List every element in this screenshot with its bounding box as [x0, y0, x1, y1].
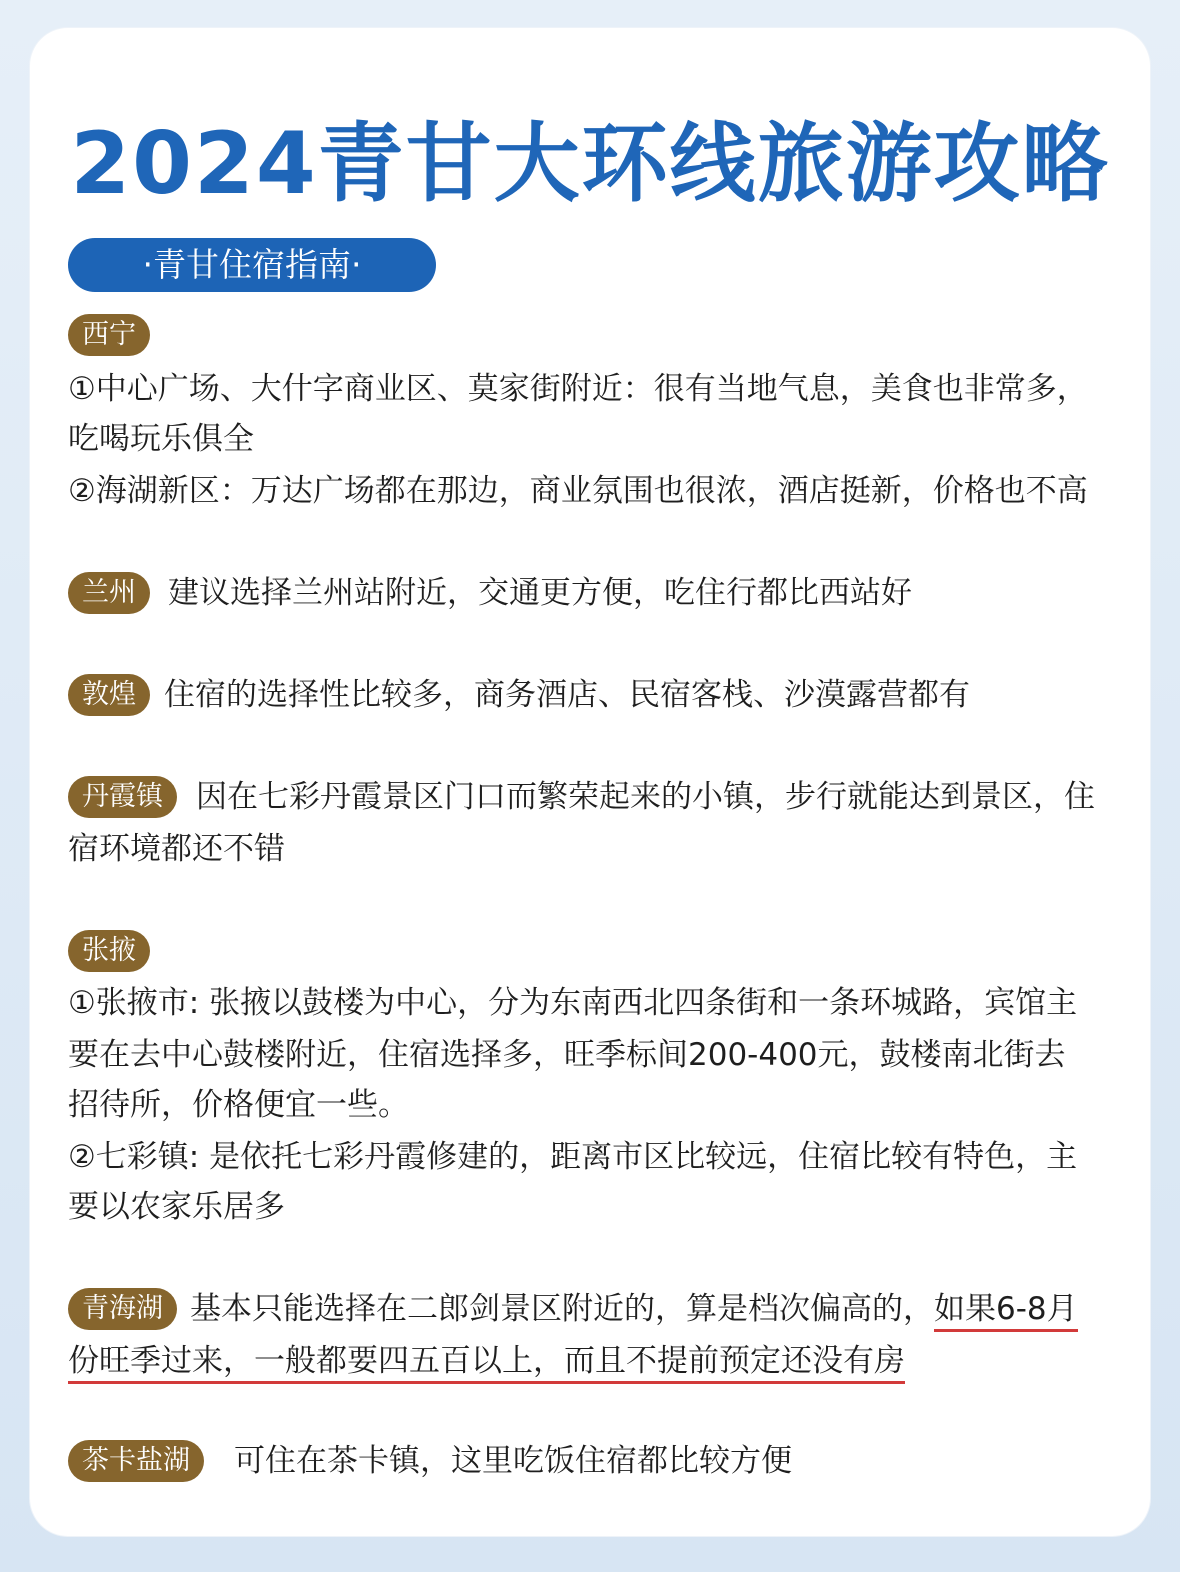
- qinghaihu-line-1-highlight: 如果6-8月: [934, 1291, 1078, 1332]
- danxia-line-2: 宿环境都还不错: [68, 831, 285, 867]
- tag-zhangye: 张掖: [68, 930, 150, 972]
- lanzhou-text: 建议选择兰州站附近，交通更方便，吃住行都比西站好: [168, 575, 912, 611]
- qinghaihu-line-2-highlight: 份旺季过来，一般都要四五百以上，而且不提前预定还没有房: [68, 1343, 905, 1384]
- tag-dunhuang: 敦煌: [68, 674, 150, 716]
- content-card: [30, 28, 1150, 1536]
- danxia-line-1: 因在七彩丹霞景区门口而繁荣起来的小镇，步行就能达到景区，住: [196, 779, 1095, 815]
- tag-qinghaihu: 青海湖: [68, 1288, 177, 1330]
- zhangye-line-1: ①张掖市: 张掖以鼓楼为中心，分为东南西北四条街和一条环城路，宾馆主: [68, 985, 1078, 1021]
- qinghaihu-line-2: [68, 1336, 905, 1386]
- section-header-pill: ·青甘住宿指南·: [68, 238, 436, 292]
- zhangye-line-3: 招待所，价格便宜一些。: [68, 1087, 409, 1123]
- zhangye-line-4: ②七彩镇: 是依托七彩丹霞修建的，距离市区比较远，住宿比较有特色，主: [68, 1139, 1078, 1175]
- tag-xining: 西宁: [68, 314, 150, 356]
- page-title: 2024青甘大环线旅游攻略: [70, 114, 1110, 214]
- xining-line-3: ②海湖新区：万达广场都在那边，商业氛围也很浓，酒店挺新，价格也不高: [68, 473, 1088, 509]
- zhangye-line-2: 要在去中心鼓楼附近，住宿选择多，旺季标间200-400元，鼓楼南北街去: [68, 1037, 1066, 1073]
- qinghaihu-line-1: [190, 1284, 1078, 1334]
- zhangye-line-5: 要以农家乐居多: [68, 1189, 285, 1225]
- xining-line-1: ①中心广场、大什字商业区、莫家街附近：很有当地气息，美食也非常多，: [68, 371, 1088, 407]
- tag-lanzhou: 兰州: [68, 572, 150, 614]
- tag-chaka: 茶卡盐湖: [68, 1440, 204, 1482]
- tag-danxia: 丹霞镇: [68, 776, 177, 818]
- qinghaihu-line-1-plain: 基本只能选择在二郎剑景区附近的，算是档次偏高的，: [190, 1291, 934, 1327]
- chaka-text: 可住在茶卡镇，这里吃饭住宿都比较方便: [234, 1443, 792, 1479]
- xining-line-2: 吃喝玩乐俱全: [68, 421, 254, 457]
- dunhuang-text: 住宿的选择性比较多，商务酒店、民宿客栈、沙漠露营都有: [164, 677, 970, 713]
